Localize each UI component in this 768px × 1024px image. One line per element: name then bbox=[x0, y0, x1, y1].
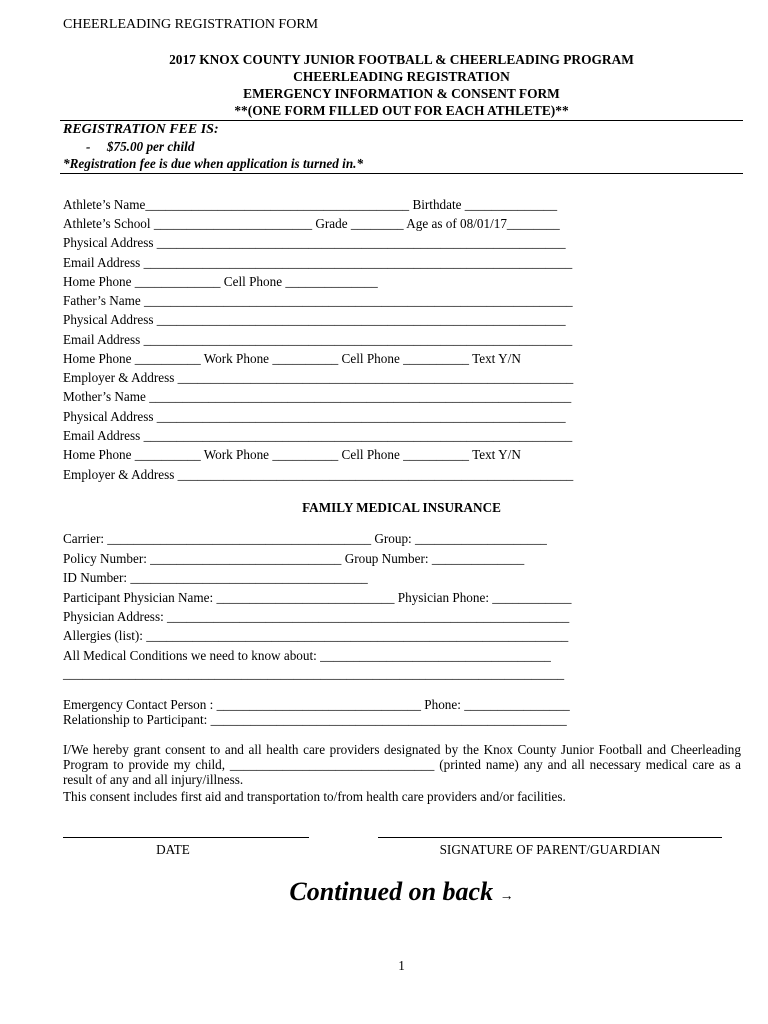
form-field-row[interactable]: Physical Address ______________________________________________________________ bbox=[63, 312, 566, 327]
emergency-field-row[interactable]: Relationship to Participant: ______________________________________________________ bbox=[63, 712, 567, 727]
emergency-field-row[interactable]: Emergency Contact Person : _______________________________ Phone: ________________ bbox=[63, 697, 570, 712]
insurance-field-row[interactable]: All Medical Conditions we need to know about: ___________________________________ bbox=[63, 648, 551, 663]
consent-paragraph-2: This consent includes first aid and transportation to/from health care providers and/or facilities. bbox=[63, 789, 566, 804]
insurance-field-row[interactable]: Carrier: ________________________________________ Group: ____________________ bbox=[63, 531, 547, 546]
fee-item: - $75.00 per child bbox=[86, 139, 195, 154]
form-field-row[interactable]: Email Address _________________________________________________________________ bbox=[63, 428, 573, 443]
form-label: CHEERLEADING REGISTRATION FORM bbox=[63, 17, 319, 32]
insurance-field-row[interactable]: Allergies (list): ________________________________________________________________ bbox=[63, 628, 569, 643]
fee-note: *Registration fee is due when application is turned in.* bbox=[63, 156, 364, 171]
form-field-row[interactable]: Athlete’s School ________________________ Grade ________ Age as of 08/01/17________ bbox=[63, 216, 560, 231]
form-field-row[interactable]: Father’s Name _________________________________________________________________ bbox=[63, 293, 573, 308]
form-field-row[interactable]: Email Address _________________________________________________________________ bbox=[63, 255, 573, 270]
insurance-field-row[interactable]: ____________________________________________________________________________ bbox=[63, 666, 565, 681]
form-field-row[interactable]: Athlete’s Name________________________________________ Birthdate ______________ bbox=[63, 197, 558, 212]
page-number: 1 bbox=[398, 958, 405, 973]
arrow-right-icon: → bbox=[499, 889, 514, 904]
form-field-row[interactable]: Physical Address ______________________________________________________________ bbox=[63, 235, 566, 250]
continued-note bbox=[63, 877, 740, 907]
continued-text: Continued on back bbox=[289, 877, 494, 906]
heading-line-2: CHEERLEADING REGISTRATION bbox=[293, 69, 510, 84]
fee-title: REGISTRATION FEE IS: bbox=[63, 122, 219, 137]
heading-line-3: EMERGENCY INFORMATION & CONSENT FORM bbox=[243, 86, 560, 101]
signature-label: SIGNATURE OF PARENT/GUARDIAN bbox=[439, 842, 661, 857]
form-field-row[interactable]: Home Phone __________ Work Phone __________ Cell Phone __________ Text Y/N bbox=[63, 351, 521, 366]
insurance-field-row[interactable]: Physician Address: _____________________________________________________________ bbox=[63, 609, 570, 624]
insurance-field-row[interactable]: Policy Number: _____________________________ Group Number: ______________ bbox=[63, 551, 525, 566]
divider-top bbox=[60, 120, 743, 121]
signature-line[interactable] bbox=[378, 837, 722, 838]
form-field-row[interactable]: Home Phone __________ Work Phone __________ Cell Phone __________ Text Y/N bbox=[63, 447, 521, 462]
insurance-title: FAMILY MEDICAL INSURANCE bbox=[302, 500, 501, 515]
consent-paragraph: I/We hereby grant consent to and all health care providers designated by the Knox County Junior Football and Cheerleading Program to provide my child, _______________________________ (printed name) any and all necessary medical care as a result of any and all injury/illness. bbox=[63, 742, 741, 787]
date-line[interactable] bbox=[63, 837, 309, 838]
date-label: DATE bbox=[156, 842, 190, 857]
divider-fee bbox=[60, 173, 743, 174]
insurance-field-row[interactable]: Participant Physician Name: ___________________________ Physician Phone: ____________ bbox=[63, 590, 572, 605]
form-field-row[interactable]: Mother’s Name ________________________________________________________________ bbox=[63, 389, 572, 404]
form-field-row[interactable]: Employer & Address ____________________________________________________________ bbox=[63, 467, 574, 482]
form-field-row[interactable]: Email Address _________________________________________________________________ bbox=[63, 332, 573, 347]
heading-line-4: **(ONE FORM FILLED OUT FOR EACH ATHLETE)** bbox=[234, 103, 569, 118]
form-field-row[interactable]: Home Phone _____________ Cell Phone ______________ bbox=[63, 274, 378, 289]
insurance-field-row[interactable]: ID Number: ____________________________________ bbox=[63, 570, 368, 585]
form-field-row[interactable]: Physical Address ______________________________________________________________ bbox=[63, 409, 566, 424]
heading-line-1: 2017 KNOX COUNTY JUNIOR FOOTBALL & CHEERLEADING PROGRAM bbox=[169, 52, 634, 67]
form-field-row[interactable]: Employer & Address ____________________________________________________________ bbox=[63, 370, 574, 385]
